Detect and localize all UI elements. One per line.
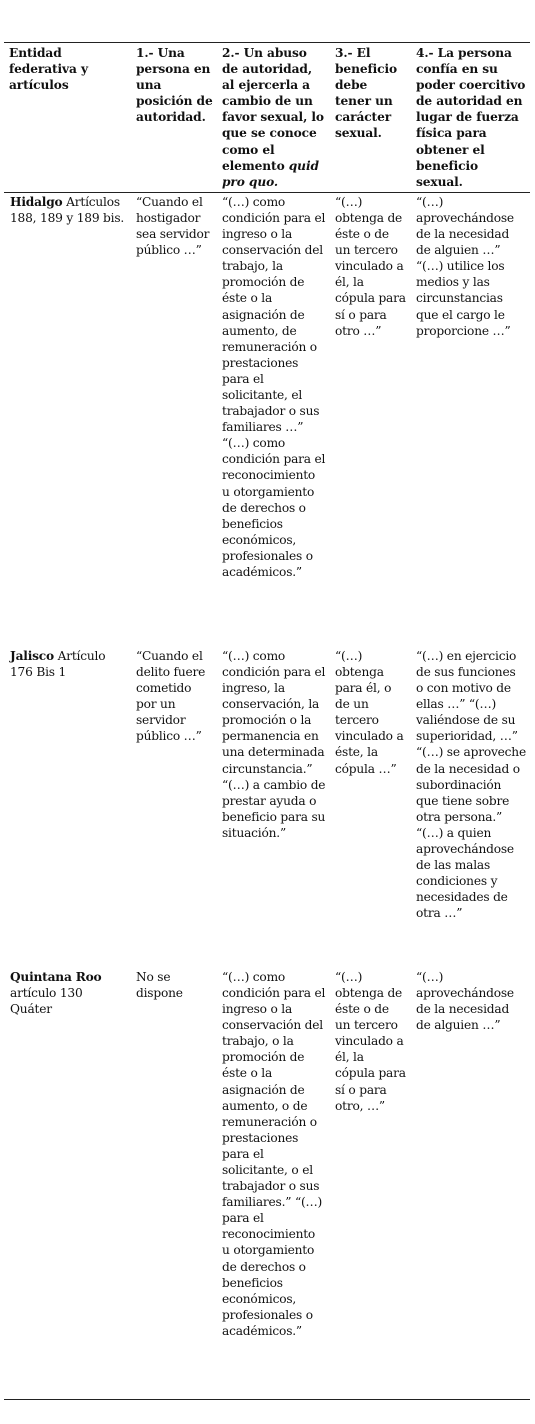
header-entity: Entidad federativa y artículos — [9, 46, 88, 93]
header-element-2-emphasis: quid pro quo. — [222, 158, 319, 189]
state-name: Jalisco — [10, 648, 54, 663]
state-cell — [4, 648, 131, 969]
header-element-4: 4.- La persona confía en su poder coercitivo de autoridad en lugar de fuerza física para obtener el beneficio sexual. — [416, 46, 526, 189]
header-row — [4, 43, 530, 193]
element-2-cell: “(…) como condición para el ingreso o la conservación del trabajo, la promoción de éste o la asignación de aumento, de remuneración o prestaciones para el solicitante, el trabajador o sus familiares …” “(…) como condición para el reconocimiento u otorgamiento de derechos o beneficios económicos, profesionales o académicos.” — [222, 194, 326, 579]
table-row — [4, 648, 530, 969]
state-name: Quintana Roo — [10, 969, 102, 984]
header-element-1: 1.- Una persona en una posición de autoridad. — [136, 46, 213, 125]
elements-table-container — [4, 42, 530, 1400]
element-3-cell: “(…) obtenga para él, o de un tercero vinculado a éste, la cópula …” — [335, 648, 404, 776]
element-4-cell: “(…) en ejercicio de sus funciones o con motivo de ellas …” “(…) valiéndose de su superioridad, …” “(…) se aproveche de la necesidad o subordinación que tiene sobre otra persona.” “(…) a quien aprovechándose de las malas condiciones y necesidades de otra …” — [416, 648, 526, 921]
state-articles: Artículos 188, 189 y 189 bis. — [10, 194, 125, 225]
element-2-cell: “(…) como condición para el ingreso o la conservación del trabajo, o la promoción de éste o la asignación de aumento, o de remuneración o prestaciones para el solicitante, o el trabajador o sus familiares.” “(…) para el reconocimiento u otorgamiento de derechos o beneficios económicos, profesionales o académicos.” — [222, 969, 326, 1338]
element-1-cell: No se dispone — [136, 969, 183, 1000]
state-name: Hidalgo — [10, 194, 63, 209]
state-cell — [4, 192, 131, 648]
element-3-cell: “(…) obtenga de éste o de un tercero vinculado a él, la cópula para sí o para otro …” — [335, 194, 406, 338]
header-element-3: 3.- El beneficio debe tener un carácter sexual. — [335, 46, 398, 141]
elements-comparison-table — [4, 42, 530, 1400]
element-3-cell: “(…) obtenga de éste o de un tercero vinculado a él, la cópula para sí o para otro, …” — [335, 969, 406, 1113]
element-2-cell: “(…) como condición para el ingreso, la conservación, la promoción o la permanencia en una determinada circunstancia.” “(…) a cambio de prestar ayuda o beneficio para su situación.” — [222, 648, 326, 840]
table-row — [4, 969, 530, 1400]
state-articles: Artículo 176 Bis 1 — [10, 648, 106, 679]
header-element-2: 2.- Un abuso de autoridad, al ejercerla a cambio de un favor sexual, lo que se conoce como el elemento quid pro quo. — [222, 46, 324, 189]
table-row — [4, 192, 530, 648]
table-header — [4, 43, 530, 193]
element-4-cell: “(…) aprovechándose de la necesidad de alguien …” “(…) utilice los medios y las circunstancias que el cargo le proporcione …” — [416, 194, 514, 338]
element-1-cell: “Cuando el delito fuere cometido por un servidor público …” — [136, 648, 206, 744]
state-articles: artículo 130 Quáter — [10, 985, 83, 1017]
table-body — [4, 192, 530, 1399]
state-cell — [4, 969, 131, 1400]
element-4-cell: “(…) aprovechándose de la necesidad de alguien …” — [416, 969, 514, 1033]
element-1-cell: “Cuando el hostigador sea servidor público …” — [136, 194, 210, 258]
